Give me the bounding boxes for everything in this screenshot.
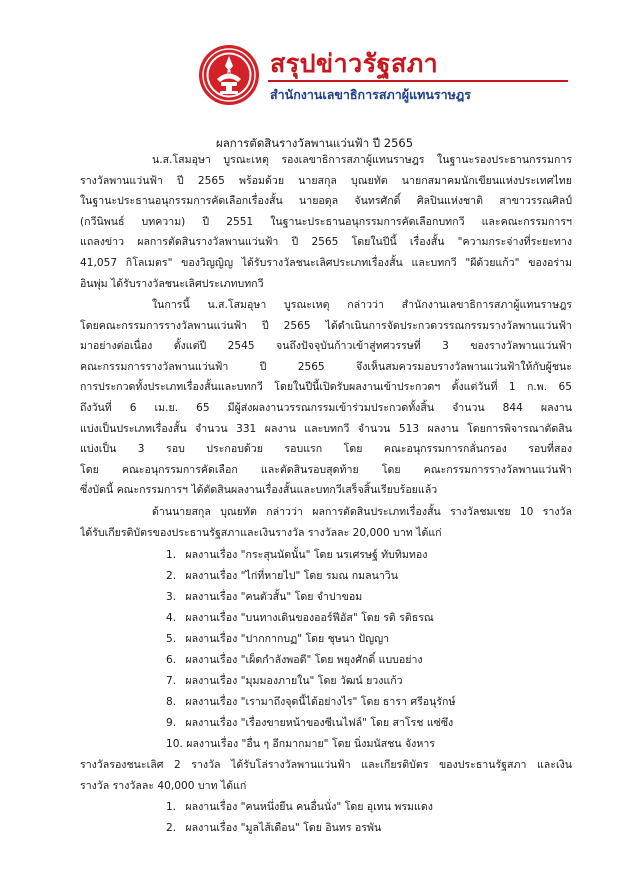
text-line: แถลงข่าว ผลการตัดสินรางวัลพานแว่นฟ้า ปี 2565 โดยในปีนี้ เรื่องสั้น "ความกระจ่างที่ระยะทาง bbox=[80, 236, 572, 249]
list-number: 9. bbox=[166, 717, 177, 729]
list-item bbox=[166, 713, 455, 734]
paragraph-2 bbox=[80, 295, 572, 501]
brand-divider bbox=[268, 80, 568, 82]
list-number: 8. bbox=[166, 696, 177, 708]
text-line: โดยคณะกรรมการรางวัลพานแว่นฟ้า ปี 2565 ได้ดำเนินการจัดประกวดวรรณกรรมรางวัลพานแว่นฟ้า bbox=[80, 319, 572, 332]
text-line: รางวัลพานแว่นฟ้า ปี 2565 พร้อมด้วย นายสกุล บุณยทัต นายกสมาคมนักเขียนแห่งประเทศไทย bbox=[80, 174, 572, 187]
text-line: ด้านนายสกุล บุณยทัต กล่าวว่า ผลการตัดสินประเภทเรื่องสั้น รางวัลชมเชย 10 รางวัล bbox=[152, 506, 572, 518]
list-item bbox=[166, 671, 455, 692]
list-text: ผลงานเรื่อง "ไก่ที่หายไป" โดย รมณ กมลนาวิน bbox=[185, 570, 398, 582]
runner-up-list bbox=[166, 797, 433, 839]
list-item bbox=[166, 650, 455, 671]
text-line: น.ส.โสมอุษา บูรณะเหตุ รองเลขาธิการสภาผู้แทนราษฎร ในฐานะรองประธานกรรมการ bbox=[152, 154, 572, 166]
list-text: ผลงานเรื่อง "เรามาถึงจุดนี้ได้อย่างไร" โดย ธารา ศรีอนุรักษ์ bbox=[185, 696, 456, 708]
text-line: มาอย่างต่อเนื่อง ตั้งแต่ปี 2545 จนถึงปัจจุบันก้าวเข้าสู่ทศวรรษที่ 3 ของรางวัลพานแว่นฟ้า bbox=[80, 340, 572, 353]
list-number: 4. bbox=[166, 612, 177, 624]
document-title: ผลการตัดสินรางวัลพานแว่นฟ้า ปี 2565 bbox=[215, 136, 414, 150]
text-line: (กวีนิพนธ์ บทความ) ปี 2551 ในฐานะประธานอนุกรรมการคัดเลือกบทกวี และคณะกรรมการฯ bbox=[80, 215, 572, 228]
list-number: 1. bbox=[166, 801, 177, 813]
list-number: 2. bbox=[166, 570, 177, 582]
text-line: ซึ่งบัดนี้ คณะกรรมการฯ ได้ตัดสินผลงานเรื่องสั้นและบทกวีเสร็จสิ้นเรียบร้อยแล้ว bbox=[80, 484, 438, 497]
list-number: 2. bbox=[166, 822, 177, 834]
list-text: ผลงานเรื่อง "มูลไส้เดือน" โดย อินทร อรพัน bbox=[185, 822, 382, 834]
list-number: 1. bbox=[166, 549, 177, 561]
list-text: ผลงานเรื่อง "กระสุนนัดนั้น" โดย นรเศรษฐ์ ทับทิมทอง bbox=[185, 549, 428, 561]
honorable-mention-list bbox=[166, 545, 455, 755]
text-line: การประกวดทั้งประเภทเรื่องสั้นและบทกวี โดยในปีนี้เปิดรับผลงานเข้าประกวดฯ ตั้งแต่วันที่ 1 ก.พ. 65 bbox=[80, 381, 572, 394]
list-text: ผลงานเรื่อง "ปากกากบฏ" โดย ชุษนา ปัญญา bbox=[185, 633, 390, 645]
list-item bbox=[166, 566, 455, 587]
text-line: 41,057 กิโลเมตร" ของวิญญิญ ได้รับรางวัลชนะเลิศประเภทเรื่องสั้น และบทกวี "ผีด้วยแก้ว" ของอร่าม bbox=[80, 256, 572, 269]
list-number: 7. bbox=[166, 675, 177, 687]
brand-subtitle: สำนักงานเลขาธิการสภาผู้แทนราษฎร bbox=[270, 87, 471, 102]
text-line: แบ่งเป็นประเภทเรื่องสั้น จำนวน 331 ผลงาน และบทกวี จำนวน 513 ผลงาน โดยการพิจารณาตัดสิน bbox=[80, 422, 572, 435]
list-text: ผลงานเรื่อง "อื่น ๆ อีกมากมาย" โดย นิ่งมนัสชน จังหาร bbox=[186, 738, 435, 750]
list-item bbox=[166, 797, 433, 818]
paragraph-1 bbox=[80, 150, 572, 294]
list-item bbox=[166, 629, 455, 650]
list-text: ผลงานเรื่อง "บนทางเดินของออร์ฟีอัส" โดย รติ รติธรณ bbox=[185, 612, 434, 624]
parliament-seal-icon bbox=[198, 44, 260, 106]
text-line: โดย คณะอนุกรรมการคัดเลือก และตัดสินรอบสุดท้าย โดย คณะกรรมการรางวัลพานแว่นฟ้า bbox=[80, 463, 572, 476]
text-line: ถึงวันที่ 6 เม.ย. 65 มีผู้ส่งผลงานวรรณกรรมเข้าร่วมประกวดทั้งสิ้น จำนวน 844 ผลงาน bbox=[80, 401, 572, 414]
text-line: ในการนี้ น.ส.โสมอุษา บูรณะเหตุ กล่าวว่า สำนักงานเลขาธิการสภาผู้แทนราษฎร bbox=[152, 299, 572, 311]
list-number: 5. bbox=[166, 633, 177, 645]
list-item bbox=[166, 587, 455, 608]
list-item bbox=[166, 818, 433, 839]
list-item bbox=[166, 608, 455, 629]
text-line: คณะกรรมการรางวัลพานแว่นฟ้า ปี 2565 จึงเห็นสมควรมอบรางวัลพานแว่นฟ้าให้กับผู้ชนะ bbox=[80, 360, 572, 373]
list-number: 10. bbox=[166, 738, 183, 750]
list-text: ผลงานเรื่อง "คนหนึ่งยืน คนอื่นนั่ง" โดย อุเทน พรมแดง bbox=[185, 801, 433, 813]
text-line: แบ่งเป็น 3 รอบ ประกอบด้วย รอบแรก โดย คณะอนุกรรมการกลั่นกรอง รอบที่สอง bbox=[80, 443, 572, 456]
paragraph-4 bbox=[80, 755, 572, 796]
list-text: ผลงานเรื่อง "คนตัวสั้น" โดย จำปาขอม bbox=[185, 591, 363, 603]
list-text: ผลงานเรื่อง "เผ็ดกำลังพอดี" โดย พยุงศักดิ์ แบบอย่าง bbox=[185, 654, 423, 666]
list-number: 3. bbox=[166, 591, 177, 603]
text-line: อินพุ่ม ได้รับรางวัลชนะเลิศประเภทบทกวี bbox=[80, 277, 264, 290]
list-number: 6. bbox=[166, 654, 177, 666]
list-item bbox=[166, 545, 455, 566]
list-text: ผลงานเรื่อง "มุมมองภายใน" โดย วัฒน์ ยวงแก้ว bbox=[185, 675, 403, 687]
brand-title: สรุปข่าวรัฐสภา bbox=[270, 49, 439, 78]
list-item bbox=[166, 734, 455, 755]
paragraph-3 bbox=[80, 502, 572, 543]
header bbox=[198, 42, 598, 108]
text-line: ในฐานะประธานอนุกรรมการคัดเลือกเรื่องสั้น นายอดุล จันทรศักดิ์ ศิลปินแห่งชาติ สาขาวรรณศิลป์ bbox=[80, 195, 572, 208]
text-line: ได้รับเกียรติบัตรของประธานรัฐสภาและเงินรางวัล รางวัลละ 20,000 บาท ได้แก่ bbox=[80, 526, 442, 539]
list-text: ผลงานเรื่อง "เรื่องขายหน้าของซีเนไฟล์" โดย สาโรช แซ่ซึง bbox=[185, 717, 454, 729]
text-line: รางวัลรองชนะเลิศ 2 รางวัล ได้รับโล่รางวัลพานแว่นฟ้า และเกียรติบัตร ของประธานรัฐสภา และเงิน bbox=[80, 759, 572, 771]
list-item bbox=[166, 692, 455, 713]
text-line: รางวัล รางวัลละ 40,000 บาท ได้แก่ bbox=[80, 779, 247, 792]
